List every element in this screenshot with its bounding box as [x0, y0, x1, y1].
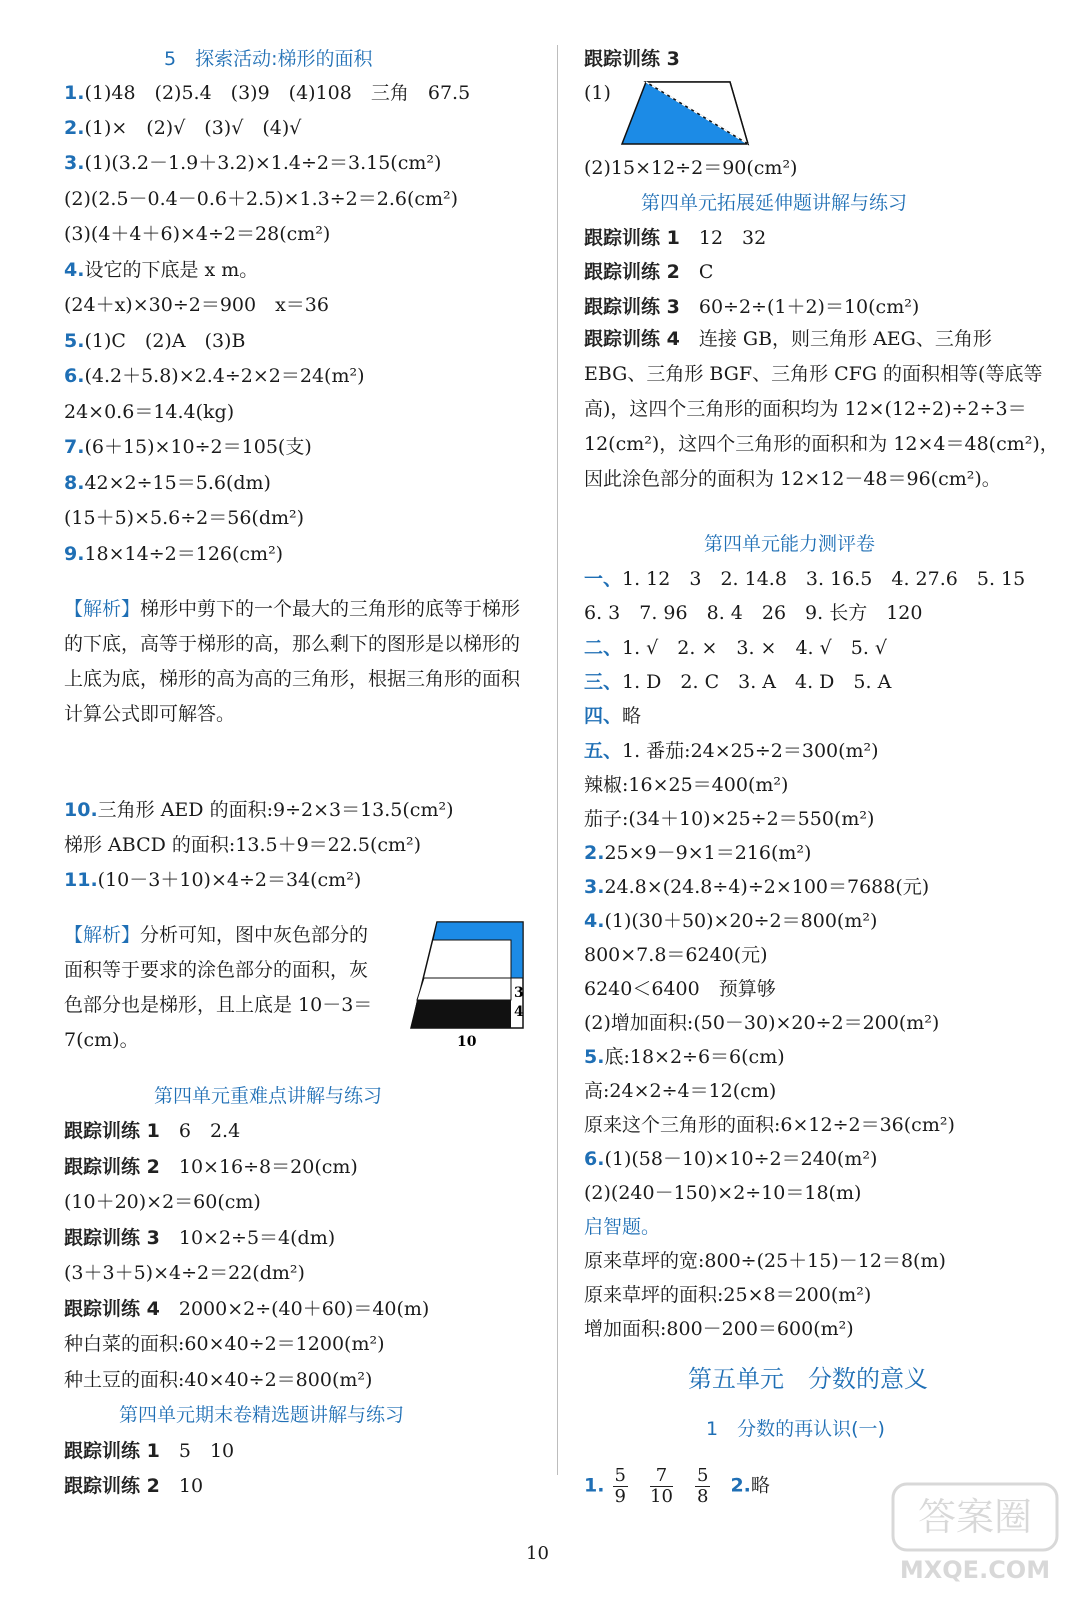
answer-line: 800×7.8＝6240(元): [584, 944, 768, 966]
answer-line: (10＋20)×2＝60(cm): [64, 1191, 261, 1213]
answer-line: 24×0.6＝14.4(kg): [64, 401, 235, 423]
answer-line: (24＋x)×30÷2＝900 x＝36: [64, 294, 329, 316]
answer-line: 2.25×9－9×1＝216(m²): [584, 842, 812, 864]
answer-line: 原来草坪的面积:25×8＝200(m²): [584, 1284, 872, 1306]
answer-line: 原来草坪的宽:800÷(25＋15)－12＝8(m): [584, 1250, 946, 1272]
section-title: 第四单元重难点讲解与练习: [154, 1085, 383, 1107]
page-number: 10: [526, 1543, 549, 1564]
answer-line: 种白菜的面积:60×40÷2＝1200(m²): [64, 1333, 385, 1355]
answer-line: 6.(1)(58－10)×10÷2＝240(m²): [584, 1148, 878, 1170]
fraction: $\frac{5}{8}$: [696, 1465, 709, 1507]
answer-line: 跟踪训练 2 C: [584, 261, 714, 283]
fraction-line: 1. $\frac{5}{9}$ $\frac{7}{10}$ $\frac{5}{8}$ 2.略: [584, 1465, 770, 1507]
answer-line: 5.底:18×2÷6＝6(cm): [584, 1046, 785, 1068]
answer-line: 6240＜6400 预算够: [584, 978, 776, 1000]
track4-paragraph: 跟踪训练 4 连接 GB，则三角形 AEG、三角形 EBG、三角形 BGF、三角形 CFG 的面积相等(等底等高)，这四个三角形的面积均为 12×(12÷2)÷2÷3＝12(cm²)，这四个三角形的面积和为 12×4＝48(cm²)，因此涂色部分的面积为 12×12－48＝96(cm²)。: [584, 328, 1059, 490]
figure-label-4: 4: [514, 1004, 524, 1020]
answer-line: (1): [584, 82, 611, 104]
answer-line: 启智题。: [584, 1216, 661, 1238]
trapezoid-figure: [409, 920, 539, 1050]
analysis-paragraph: 【解析】梯形中剪下的一个最大的三角形的底等于梯形的下底，高等于梯形的高，那么剩下的图形是以梯形的上底为底，梯形的高为高的三角形，根据三角形的面积计算公式即可解答。: [64, 598, 521, 725]
watermark-logo: [885, 1478, 1065, 1588]
answer-line: 增加面积:800－200＝600(m²): [584, 1318, 854, 1340]
section-title: 第四单元拓展延伸题讲解与练习: [641, 192, 908, 214]
answer-line: 跟踪训练 2 10×16÷8＝20(cm): [64, 1156, 358, 1178]
answer-line: 跟踪训练 2 10: [64, 1475, 204, 1497]
answer-line: 9.18×14÷2＝126(cm²): [64, 543, 284, 565]
svg-text:答案圈: 答案圈: [917, 1495, 1033, 1539]
answer-line: 跟踪训练 1 6 2.4: [64, 1120, 241, 1142]
answer-line: 6.(4.2＋5.8)×2.4÷2×2＝24(m²): [64, 365, 365, 387]
trapezoid-diagram: [620, 80, 752, 148]
answer-line: (3＋3＋5)×4÷2＝22(dm²): [64, 1262, 305, 1284]
answer-line: 二、1. √ 2. × 3. × 4. √ 5. √: [584, 637, 888, 659]
answer-line: 跟踪训练 4 2000×2÷(40＋60)＝40(m): [64, 1298, 430, 1320]
answer-line: 8.42×2÷15＝5.6(dm): [64, 472, 271, 494]
answer-line: 3.(1)(3.2－1.9＋3.2)×1.4÷2＝3.15(cm²): [64, 152, 442, 174]
answer-line: 6. 3 7. 96 8. 4 26 9. 长方 120: [584, 602, 923, 624]
answer-line: 10.三角形 AED 的面积:9÷2×3＝13.5(cm²): [64, 799, 454, 821]
answer-line: 跟踪训练 1 12 32: [584, 227, 767, 249]
answer-line: 三、1. D 2. C 3. A 4. D 5. A: [584, 671, 892, 693]
column-divider: [557, 45, 558, 1475]
answer-line: 跟踪训练 1 5 10: [64, 1440, 235, 1462]
answer-line: (2)增加面积:(50－30)×20÷2＝200(m²): [584, 1012, 940, 1034]
figure-label-10: 10: [457, 1034, 477, 1050]
answer-line: 3.24.8×(24.8÷4)÷2×100＝7688(元): [584, 876, 930, 898]
answer-line: 跟踪训练 3 60÷2÷(1＋2)＝10(cm²): [584, 296, 920, 318]
answer-line: (2)(240－150)×2÷10＝18(m): [584, 1182, 862, 1204]
answer-line: 2.(1)× (2)√ (3)√ (4)√: [64, 117, 302, 139]
answer-line: 辣椒:16×25＝400(m²): [584, 774, 789, 796]
section-title: 5 探索活动:梯形的面积: [164, 48, 373, 70]
answer-line: (15＋5)×5.6÷2＝56(dm²): [64, 507, 305, 529]
figure-label-3: 3: [514, 985, 524, 1001]
answer-line: 四、略: [584, 705, 642, 727]
answer-line: 梯形 ABCD 的面积:13.5＋9＝22.5(cm²): [64, 834, 422, 856]
answer-line: 7.(6＋15)×10÷2＝105(支): [64, 436, 312, 458]
answer-line: (2)(2.5－0.4－0.6＋2.5)×1.3÷2＝2.6(cm²): [64, 188, 459, 210]
answer-line: 种土豆的面积:40×40÷2＝800(m²): [64, 1369, 373, 1391]
chapter-title: 第五单元 分数的意义: [688, 1365, 928, 1393]
answer-line: 跟踪训练 3 10×2÷5＝4(dm): [64, 1227, 336, 1249]
answer-line: 1.(1)48 (2)5.4 (3)9 (4)108 三角 67.5: [64, 82, 471, 104]
analysis-paragraph: 【解析】分析可知，图中灰色部分的面积等于要求的涂色部分的面积，灰色部分也是梯形，且上底是 10－3＝7(cm)。: [64, 924, 373, 1051]
fraction: $\frac{7}{10}$: [650, 1465, 673, 1507]
subsection-title: 1 分数的再认识(一): [706, 1418, 885, 1440]
answer-line: 原来这个三角形的面积:6×12÷2＝36(cm²): [584, 1114, 955, 1136]
section-title: 第四单元期末卷精选题讲解与练习: [119, 1404, 405, 1426]
answer-line: 4.设它的下底是 x m。: [64, 259, 259, 281]
answer-line: 11.(10－3＋10)×4÷2＝34(cm²): [64, 869, 362, 891]
answer-line: 一、1. 12 3 2. 14.8 3. 16.5 4. 27.6 5. 15: [584, 568, 1026, 590]
section-title: 第四单元能力测评卷: [704, 533, 876, 555]
answer-line: 5.(1)C (2)A (3)B: [64, 330, 246, 352]
svg-text:MXQE.COM: MXQE.COM: [899, 1556, 1051, 1584]
fraction: $\frac{5}{9}$: [614, 1465, 626, 1507]
answer-line: 跟踪训练 3: [584, 48, 680, 70]
answer-line: 4.(1)(30＋50)×20÷2＝800(m²): [584, 910, 878, 932]
answer-line: (3)(4＋4＋6)×4÷2＝28(cm²): [64, 223, 331, 245]
answer-line: (2)15×12÷2＝90(cm²): [584, 157, 798, 179]
answer-line: 茄子:(34＋10)×25÷2＝550(m²): [584, 808, 875, 830]
answer-line: 五、1. 番茄:24×25÷2＝300(m²): [584, 740, 879, 762]
answer-line: 高:24×2÷4＝12(cm): [584, 1080, 777, 1102]
